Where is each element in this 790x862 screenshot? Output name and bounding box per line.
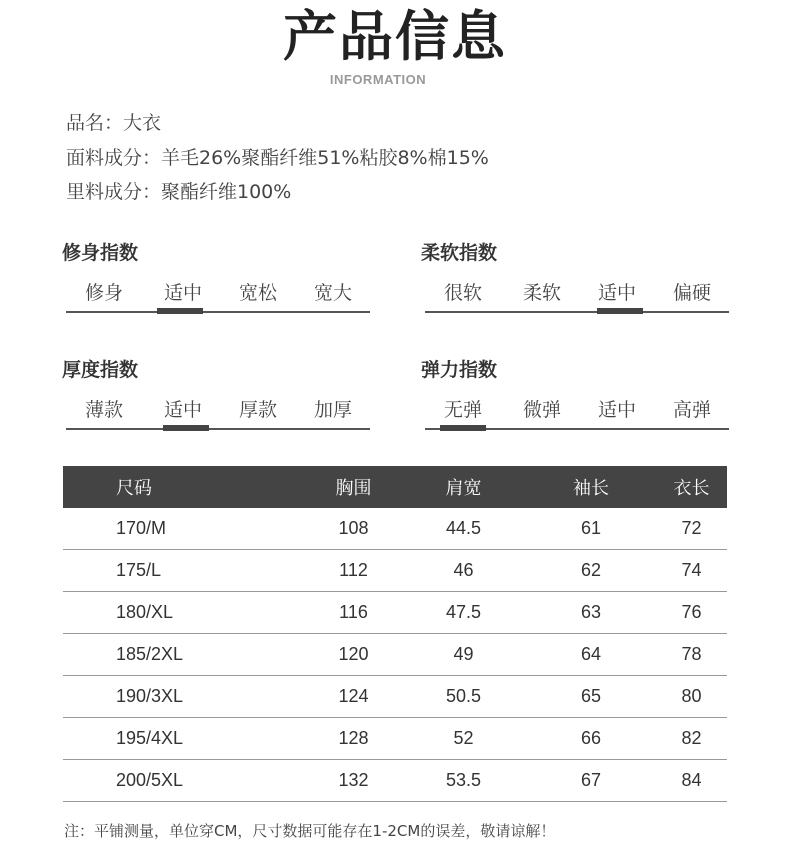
scale-option: 偏硬 <box>672 282 712 304</box>
scale-option: 很软 <box>443 282 483 304</box>
cell-length: 84 <box>656 760 727 802</box>
cell-length: 72 <box>656 508 727 550</box>
cell-shoulder: 50.5 <box>401 676 526 718</box>
cell-length: 78 <box>656 634 727 676</box>
cell-sleeve: 66 <box>526 718 656 760</box>
cell-chest: 120 <box>306 634 401 676</box>
scale-line <box>66 428 370 430</box>
scale-option: 高弹 <box>672 399 712 421</box>
scale-line <box>66 311 370 313</box>
index-title: 厚度指数 <box>62 359 139 381</box>
fit-index <box>62 238 372 314</box>
header-shoulder: 肩宽 <box>401 466 526 508</box>
cell-size: 180/XL <box>63 592 306 634</box>
cell-length: 82 <box>656 718 727 760</box>
index-title: 修身指数 <box>62 242 139 264</box>
page-title: 产品信息 <box>283 5 507 68</box>
fabric-composition: 面料成分：羊毛26%聚酯纤维51%粘胶8%棉15% <box>66 146 489 169</box>
cell-size: 200/5XL <box>63 760 306 802</box>
table-header-row <box>63 466 727 508</box>
cell-chest: 124 <box>306 676 401 718</box>
scale-option: 柔软 <box>522 282 562 304</box>
cell-length: 80 <box>656 676 727 718</box>
header-chest: 胸围 <box>306 466 401 508</box>
page-subtitle: INFORMATION <box>329 72 427 87</box>
scale-option: 适中 <box>163 282 203 304</box>
scale-line <box>425 311 729 313</box>
scale-option: 薄款 <box>84 399 124 421</box>
measurement-note: 注：平铺测量，单位穿CM，尺寸数据可能存在1-2CM的误差，敬请谅解！ <box>64 822 556 840</box>
scale-selected-marker <box>163 425 209 431</box>
index-scale <box>421 391 731 431</box>
thickness-index <box>62 355 372 431</box>
cell-chest: 132 <box>306 760 401 802</box>
elasticity-index <box>421 355 731 431</box>
product-name: 品名：大衣 <box>66 112 162 134</box>
cell-chest: 128 <box>306 718 401 760</box>
scale-selected-marker <box>597 308 643 314</box>
table-row <box>63 550 727 592</box>
cell-length: 74 <box>656 550 727 592</box>
scale-option: 适中 <box>597 399 637 421</box>
cell-size: 185/2XL <box>63 634 306 676</box>
header-length: 衣长 <box>656 466 727 508</box>
cell-length: 76 <box>656 592 727 634</box>
scale-option: 宽松 <box>238 282 278 304</box>
index-scale <box>62 391 372 431</box>
scale-option: 适中 <box>597 282 637 304</box>
table-row <box>63 592 727 634</box>
scale-option: 加厚 <box>313 399 353 421</box>
cell-sleeve: 62 <box>526 550 656 592</box>
cell-sleeve: 63 <box>526 592 656 634</box>
cell-chest: 112 <box>306 550 401 592</box>
scale-option: 厚款 <box>238 399 278 421</box>
index-scale <box>421 274 731 314</box>
size-table <box>63 466 727 802</box>
cell-shoulder: 49 <box>401 634 526 676</box>
softness-index <box>421 238 731 314</box>
cell-size: 175/L <box>63 550 306 592</box>
scale-selected-marker <box>157 308 203 314</box>
cell-chest: 116 <box>306 592 401 634</box>
table-row <box>63 508 727 550</box>
scale-option: 修身 <box>84 282 124 304</box>
cell-shoulder: 46 <box>401 550 526 592</box>
scale-selected-marker <box>440 425 486 431</box>
cell-sleeve: 61 <box>526 508 656 550</box>
cell-size: 190/3XL <box>63 676 306 718</box>
header-size: 尺码 <box>63 466 306 508</box>
product-info <box>66 108 489 212</box>
index-title: 弹力指数 <box>421 359 498 381</box>
cell-shoulder: 47.5 <box>401 592 526 634</box>
cell-size: 195/4XL <box>63 718 306 760</box>
lining-composition: 里料成分：聚酯纤维100% <box>66 181 292 203</box>
cell-size: 170/M <box>63 508 306 550</box>
index-title: 柔软指数 <box>421 242 498 264</box>
header-sleeve: 袖长 <box>526 466 656 508</box>
cell-sleeve: 65 <box>526 676 656 718</box>
index-scale <box>62 274 372 314</box>
scale-option: 适中 <box>163 399 203 421</box>
cell-sleeve: 67 <box>526 760 656 802</box>
cell-sleeve: 64 <box>526 634 656 676</box>
scale-option: 宽大 <box>313 282 353 304</box>
scale-option: 无弹 <box>443 399 483 421</box>
cell-chest: 108 <box>306 508 401 550</box>
cell-shoulder: 52 <box>401 718 526 760</box>
table-row <box>63 760 727 802</box>
cell-shoulder: 53.5 <box>401 760 526 802</box>
scale-option: 微弹 <box>522 399 562 421</box>
table-row <box>63 718 727 760</box>
cell-shoulder: 44.5 <box>401 508 526 550</box>
table-row <box>63 676 727 718</box>
table-row <box>63 634 727 676</box>
